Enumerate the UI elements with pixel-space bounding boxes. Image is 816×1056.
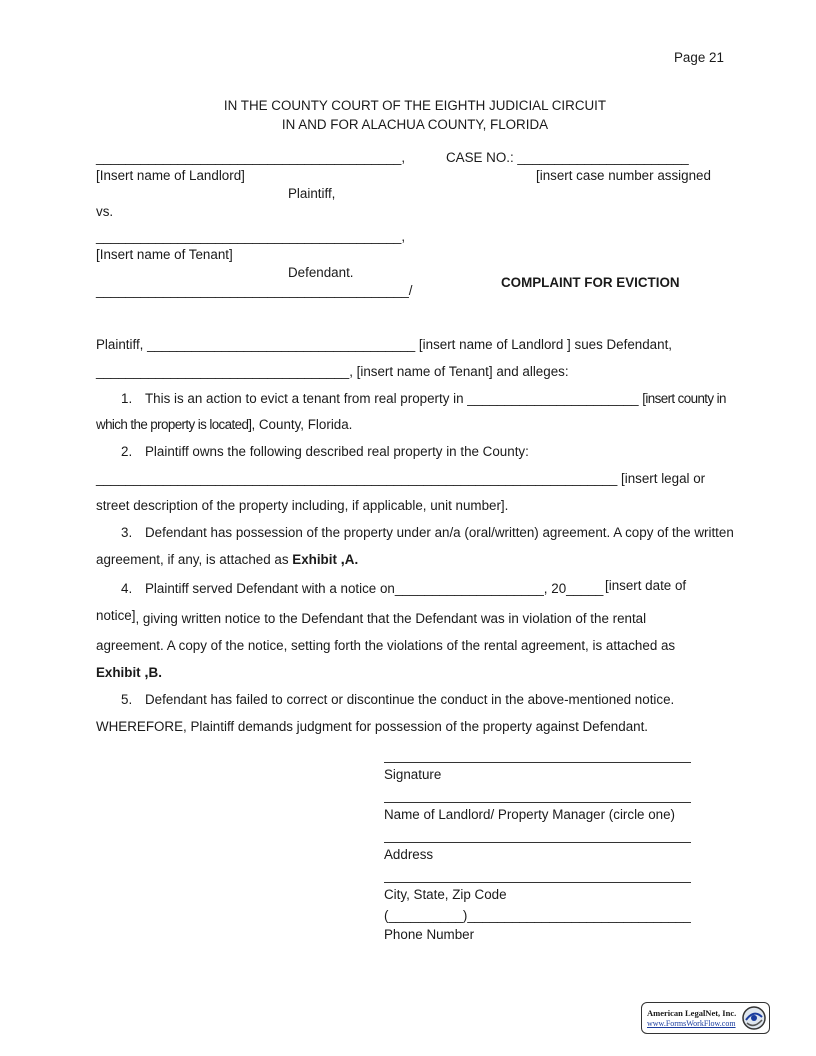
paragraph-2-text: Plaintiff owns the following described real property in the County: [145, 444, 529, 459]
court-header-line2: IN AND FOR ALACHUA COUNTY, FLORIDA [281, 117, 549, 132]
globe-icon [741, 1005, 767, 1031]
intro-line-2: __________________________________, [insert name of Tenant] and alleges: [96, 364, 569, 379]
paragraph-5-text: Defendant has failed to correct or discontinue the conduct in the above-mentioned notice. [145, 692, 675, 707]
case-number-hint: [insert case number assigned [536, 168, 711, 183]
landlord-name-hint: [Insert name of Landlord] [96, 168, 245, 183]
court-header-line1: IN THE COUNTY COURT OF THE EIGHTH JUDICIAL CIRCUIT [223, 98, 607, 113]
wherefore-clause: WHEREFORE, Plaintiff demands judgment for possession of the property against Defendant. [96, 719, 649, 734]
paragraph-2-continued: street description of the property including, if applicable, unit number]. [96, 498, 509, 513]
phone-number-line[interactable]: (__________)______________________________ [384, 908, 691, 923]
paragraph-3-text: Defendant has possession of the property under an/a (oral/written) agreement. A copy of the written [145, 525, 734, 540]
landlord-name-line[interactable] [384, 802, 691, 803]
paragraph-4-text: Plaintiff served Defendant with a notice on____________________, 20_____ [145, 581, 604, 596]
tenant-name-blank[interactable]: _________________________________________, [96, 229, 406, 244]
american-legalnet-logo[interactable] [641, 1002, 770, 1034]
address-label: Address [384, 847, 434, 862]
tenant-name-hint: [Insert name of Tenant] [96, 247, 233, 262]
case-number-field[interactable]: CASE NO.: _______________________ [446, 150, 689, 165]
logo-company-name: American LegalNet, Inc. [647, 1008, 737, 1018]
exhibit-a-label: Exhibit ,A. [292, 551, 359, 568]
signature-label: Signature [384, 767, 442, 782]
logo-url[interactable]: www.FormsWorkFlow.com [647, 1019, 736, 1028]
document-title: COMPLAINT FOR EVICTION [501, 275, 680, 290]
paragraph-1-number: 1. [121, 391, 133, 406]
paragraph-3-number: 3. [121, 525, 133, 540]
caption-closing-line: __________________________________________/ [96, 283, 413, 298]
plaintiff-label: Plaintiff, [288, 186, 336, 201]
versus-label: vs. [96, 204, 114, 219]
paragraph-3-continued: agreement, if any, is attached as Exhibit ,A. [96, 551, 359, 568]
city-state-zip-line[interactable] [384, 882, 691, 883]
paragraph-4-line-3: agreement. A copy of the notice, setting forth the violations of the rental agreement, is attached as [96, 638, 676, 653]
phone-number-label: Phone Number [384, 927, 475, 942]
legal-description-blank[interactable]: ______________________________________________________________________ [insert legal or [96, 471, 706, 486]
intro-line-1: Plaintiff, ____________________________________ [insert name of Landlord ] sues Defendant, [96, 337, 673, 352]
signature-line[interactable] [384, 762, 691, 763]
paragraph-1-continued: which the property is located], County, Florida. [96, 417, 353, 432]
paragraph-4-continued: notice], giving written notice to the Defendant that the Defendant was in violation of the rental [96, 608, 647, 626]
page-number: Page 21 [674, 50, 724, 65]
county-hint: [insert county in [642, 391, 726, 406]
defendant-label: Defendant. [288, 265, 354, 280]
landlord-name-label: Name of Landlord/ Property Manager (circle one) [384, 807, 676, 822]
county-hint-continued: which the property is located] [96, 417, 252, 432]
paragraph-4-number: 4. [121, 581, 133, 596]
exhibit-b-label: Exhibit ,B. [96, 664, 162, 681]
landlord-name-blank[interactable]: _________________________________________, [96, 150, 406, 165]
paragraph-1-text: This is an action to evict a tenant from real property in _______________________ [insert county in [145, 391, 726, 406]
city-state-zip-label: City, State, Zip Code [384, 887, 507, 902]
notice-date-hint: [insert date of [605, 578, 687, 593]
paragraph-5-number: 5. [121, 692, 133, 707]
paragraph-2-number: 2. [121, 444, 133, 459]
address-line[interactable] [384, 842, 691, 843]
